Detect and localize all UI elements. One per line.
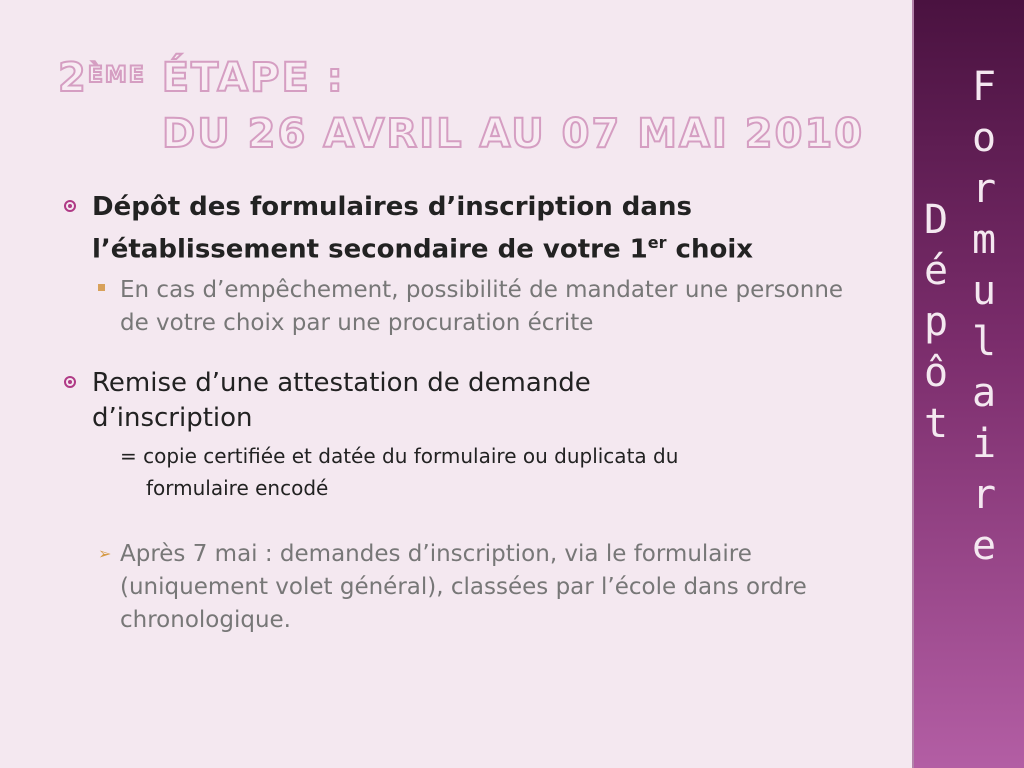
side-letter: u bbox=[972, 268, 997, 314]
side-letter: r bbox=[972, 166, 997, 212]
sub-bullet-1 bbox=[60, 274, 850, 340]
title-line-1 bbox=[58, 56, 864, 100]
bullet-1-sup: er bbox=[647, 233, 667, 252]
square-bullet-icon bbox=[98, 284, 105, 291]
side-word-formulaire bbox=[972, 62, 996, 572]
side-letter: é bbox=[924, 248, 949, 294]
content bbox=[60, 190, 850, 637]
arrow-bullet-icon: ➢ bbox=[98, 543, 112, 563]
bullet-circle-icon bbox=[64, 200, 76, 212]
note bbox=[60, 440, 850, 504]
side-letter: p bbox=[924, 299, 949, 345]
side-letter: e bbox=[972, 523, 997, 569]
side-letter: t bbox=[924, 401, 949, 447]
bullet-1-line-2: l’établissement secondaire de votre 1 bbox=[92, 234, 648, 265]
side-letter: i bbox=[972, 421, 997, 467]
side-letter: l bbox=[972, 319, 997, 365]
bullet-1-line-1: Dépôt des formulaires d’inscription dans bbox=[92, 192, 692, 222]
bullet-2-text: Remise d’une attestation de demande d’inscription bbox=[92, 367, 591, 433]
side-banner bbox=[912, 0, 1024, 768]
arrow-bullet bbox=[60, 538, 850, 637]
title-sup: ÈME bbox=[87, 63, 146, 88]
note-line-2: formulaire encodé bbox=[146, 475, 329, 500]
side-letter: F bbox=[972, 64, 997, 110]
side-letter: D bbox=[924, 197, 949, 243]
bullet-1 bbox=[60, 190, 850, 268]
side-letter: ô bbox=[924, 350, 949, 396]
title-rest: ÉTAPE : bbox=[145, 55, 345, 101]
bullet-circle-icon bbox=[64, 376, 76, 388]
note-line-1: = copie certifiée et datée du formulaire ou duplicata du bbox=[120, 443, 679, 468]
bullet-1-end: choix bbox=[666, 234, 754, 265]
title-line-2: DU 26 AVRIL AU 07 MAI 2010 bbox=[162, 111, 865, 157]
sub-bullet-1-text: En cas d’empêchement, possibilité de mandater une personne de votre choix par une procuration écrite bbox=[120, 276, 844, 336]
arrow-bullet-text: Après 7 mai : demandes d’inscription, via le formulaire (uniquement volet général), classées par l’école dans ordre chronologique. bbox=[120, 540, 807, 633]
side-letter: a bbox=[972, 370, 997, 416]
side-letter: r bbox=[972, 472, 997, 518]
side-word-depot bbox=[924, 195, 948, 450]
slide-title bbox=[58, 56, 864, 156]
side-letter: m bbox=[972, 217, 997, 263]
side-letter: o bbox=[972, 115, 997, 161]
bullet-2 bbox=[60, 366, 850, 436]
title-number: 2 bbox=[58, 55, 88, 101]
